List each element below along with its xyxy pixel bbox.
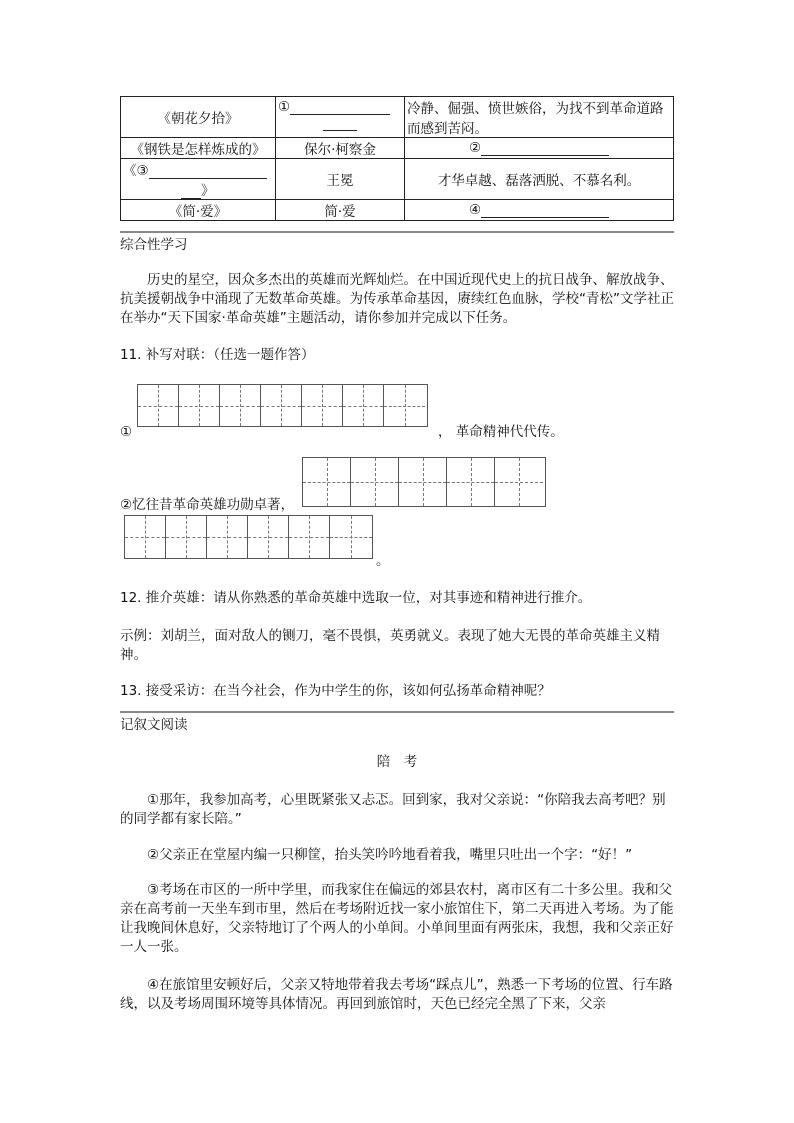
- character-cell: [276, 159, 405, 200]
- intro-paragraph: 历史的星空，因众多杰出的英雄而光辉灿烂。在中国近现代史上的抗日战争、解放战争、抗美援朝战争中涌现了无数革命英雄。为传承革命基因，赓续红色血脉，学校“青松”文学社正在举办“天下国家·革命英雄”主题活动，请你参加并完成以下任务。: [120, 272, 674, 326]
- answer-blank-cont[interactable]: [323, 116, 357, 131]
- book-cell: [121, 97, 276, 138]
- section-heading: 综合性学习: [120, 237, 188, 253]
- character-cell: [276, 97, 405, 138]
- article-paragraph: ②父亲正在堂屋内编一只柳筐，抬头笑吟吟地看着我，嘴里只吐出一个字：“好！”: [147, 847, 633, 863]
- trait-text: 才华卓越、磊落洒脱、不慕名利。: [437, 173, 641, 189]
- trait-text: 冷静、倔强、愤世嫉俗，为找不到革命道路而感到苦闷。: [407, 101, 664, 137]
- trait-cell: [405, 138, 674, 159]
- blank-marker: ④: [468, 202, 482, 218]
- character-name: 王冕: [326, 173, 354, 189]
- article-paragraph: ③考场在市区的一所中学里，而我家住在偏远的郊县农村，离市区有二十多公里。我和父亲在高考前一天坐车到市里，然后在考场附近找一家小旅馆住下，第二天再进入考场。为了能让我晚间休息好，父亲特地订了个两人的小单间。小单间里面有两张床，我想，我和父亲正好一人一张。: [120, 882, 674, 955]
- book-title: 《简·爱》: [168, 204, 228, 220]
- question-11: 11. 补写对联：（任选一题作答）: [120, 347, 315, 363]
- couplet-line-2: ②忆往昔革命英雄功勋卓著，: [120, 497, 295, 513]
- example-text: 示例：刘胡兰，面对敌人的铡刀，毫不畏惧，英勇就义。表现了她大无畏的革命英雄主义精神。: [120, 628, 660, 663]
- section-heading: 记叙文阅读: [120, 717, 188, 733]
- answer-blank-cont[interactable]: [181, 184, 201, 199]
- writing-grid-1[interactable]: [137, 384, 428, 427]
- writing-grid-2a[interactable]: [302, 457, 546, 507]
- answer-blank[interactable]: [290, 100, 390, 115]
- question-12: 12. 推介英雄：请从你熟悉的革命英雄中选取一位，对其事迹和精神进行推介。: [120, 590, 592, 606]
- answer-blank[interactable]: [481, 141, 609, 156]
- section-divider: [120, 711, 674, 713]
- couplet-line-1: ， 革命精神代代传。: [438, 424, 564, 440]
- character-cell: [276, 138, 405, 159]
- table-row: [121, 159, 674, 200]
- trait-cell: [405, 159, 674, 200]
- book-suffix: 》: [201, 183, 215, 199]
- writing-grid-2b[interactable]: [124, 515, 373, 559]
- character-name: 保尔·柯察金: [304, 142, 376, 158]
- book-prefix: 《③: [123, 163, 149, 179]
- answer-blank[interactable]: [149, 164, 267, 179]
- literature-table: [120, 96, 674, 221]
- table-row: [121, 138, 674, 159]
- book-title: 《朝花夕拾》: [157, 111, 239, 127]
- table-row: [121, 200, 674, 221]
- period-mark: 。: [376, 553, 390, 569]
- question-13: 13. 接受采访：在当今社会，作为中学生的你，该如何弘扬革命精神呢？: [120, 683, 551, 699]
- trait-cell: [405, 200, 674, 221]
- book-cell: [121, 138, 276, 159]
- answer-blank[interactable]: [481, 203, 609, 218]
- character-name: 简·爱: [324, 204, 356, 220]
- book-cell: [121, 200, 276, 221]
- book-cell: [121, 159, 276, 200]
- article-title: 陪 考: [376, 754, 418, 770]
- book-title: 《钢铁是怎样炼成的》: [130, 142, 266, 158]
- table-row: [121, 97, 674, 138]
- character-cell: [276, 200, 405, 221]
- trait-cell: [405, 97, 674, 138]
- blank-marker: ①: [278, 99, 291, 115]
- article-paragraph: ④在旅馆里安顿好后，父亲又特地带着我去考场“踩点儿”，熟悉一下考场的位置、行车路线，以及考场周围环境等具体情况。再回到旅馆时，天色已经完全黑了下来，父亲: [120, 977, 673, 1012]
- blank-marker: ②: [468, 140, 482, 156]
- section-divider: [120, 231, 674, 233]
- item-1-marker: ①: [120, 424, 133, 440]
- article-paragraph: ①那年，我参加高考，心里既紧张又忐忑。回到家，我对父亲说：“你陪我去高考吧？别的同学都有家长陪。”: [120, 792, 666, 827]
